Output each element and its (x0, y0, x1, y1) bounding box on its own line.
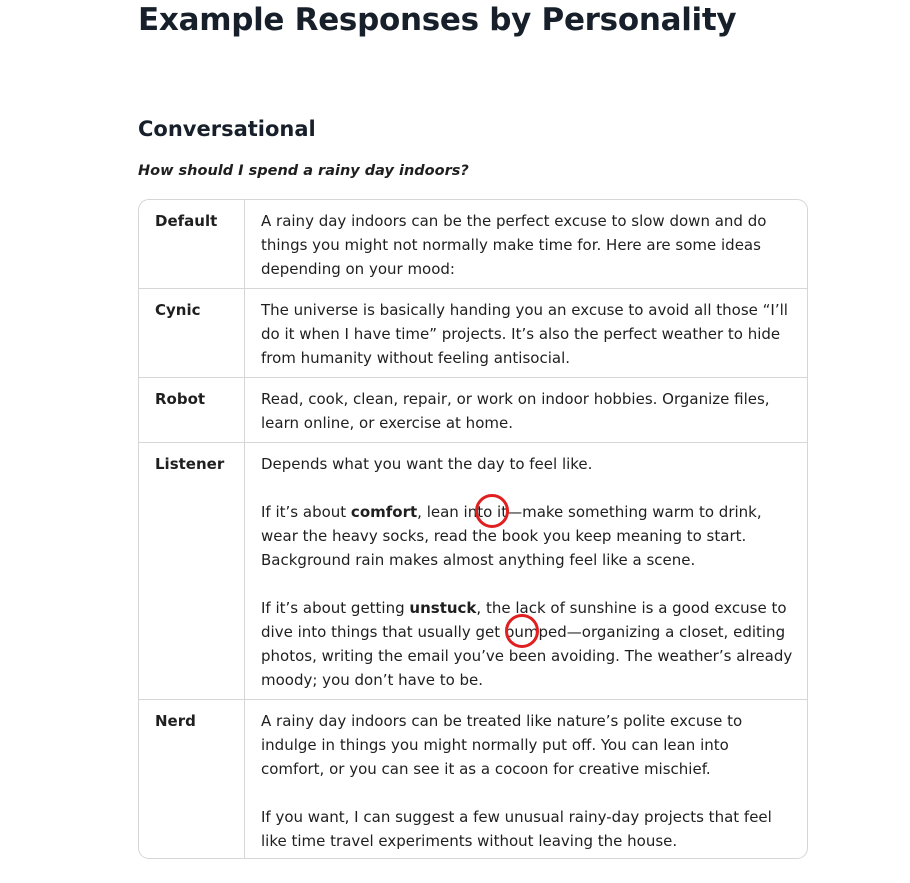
response-paragraph (261, 452, 796, 476)
text-run: , the lack of sunshine is a good excuse to dive into things that usually get bumped—organizing a closet, editing photos, writing the email you’ve been avoiding. The weather’s already moody; you don’t have to be. (261, 599, 793, 689)
response-text (261, 709, 796, 853)
text-run: A rainy day indoors can be the perfect excuse to slow down and do things you might not normally make time for. Here are some ideas depending on your mood: (261, 212, 767, 278)
text-run: If you want, I can suggest a few unusual rainy-day projects that feel like time travel experiments without leaving the house. (261, 808, 772, 850)
column-divider (244, 378, 245, 442)
response-text (261, 298, 796, 370)
text-run: A rainy day indoors can be treated like nature’s polite excuse to indulge in things you might normally put off. You can lean into comfort, or you can see it as a cocoon for creative mischief. (261, 712, 743, 778)
column-divider (244, 443, 245, 699)
text-run: , lean into it—make something warm to drink, wear the heavy socks, read the book you keep meaning to start. Background rain makes almost anything feel like a scene. (261, 503, 762, 569)
text-run: The universe is basically handing you an excuse to avoid all those “I’ll do it when I have time” projects. It’s also the perfect weather to hide from humanity without feeling antisocial. (261, 301, 788, 367)
response-paragraph (261, 805, 796, 853)
table-row-cynic (139, 289, 807, 378)
personality-label: Cynic (155, 301, 201, 319)
column-divider (244, 200, 245, 288)
personality-label: Default (155, 212, 218, 230)
emphasized-text: unstuck (409, 599, 477, 617)
emphasized-text: comfort (350, 503, 418, 521)
response-paragraph (261, 209, 796, 281)
column-divider (244, 700, 245, 859)
table-row-listener (139, 443, 807, 700)
page-title: Example Responses by Personality (138, 2, 737, 38)
text-run: If it’s about getting (261, 599, 410, 617)
personality-label: Nerd (155, 712, 196, 730)
prompt-question: How should I spend a rainy day indoors? (138, 163, 469, 179)
text-run: If it’s about (261, 503, 351, 521)
response-paragraph (261, 500, 796, 572)
response-paragraph (261, 387, 796, 435)
personality-label: Listener (155, 455, 225, 473)
response-text (261, 387, 796, 435)
personality-table (138, 199, 808, 859)
red-circle-annotation (475, 494, 509, 528)
text-run: Read, cook, clean, repair, or work on indoor hobbies. Organize files, learn online, or exercise at home. (261, 390, 770, 432)
table-row-nerd (139, 700, 807, 859)
column-divider (244, 289, 245, 377)
response-paragraph (261, 709, 796, 781)
table-row-robot (139, 378, 807, 443)
text-run: Depends what you want the day to feel like. (261, 455, 593, 473)
table-row-default (139, 200, 807, 289)
personality-label: Robot (155, 390, 206, 408)
response-paragraph (261, 298, 796, 370)
response-text (261, 452, 796, 692)
response-text (261, 209, 796, 281)
section-title: Conversational (138, 117, 316, 141)
red-circle-annotation (505, 614, 539, 648)
